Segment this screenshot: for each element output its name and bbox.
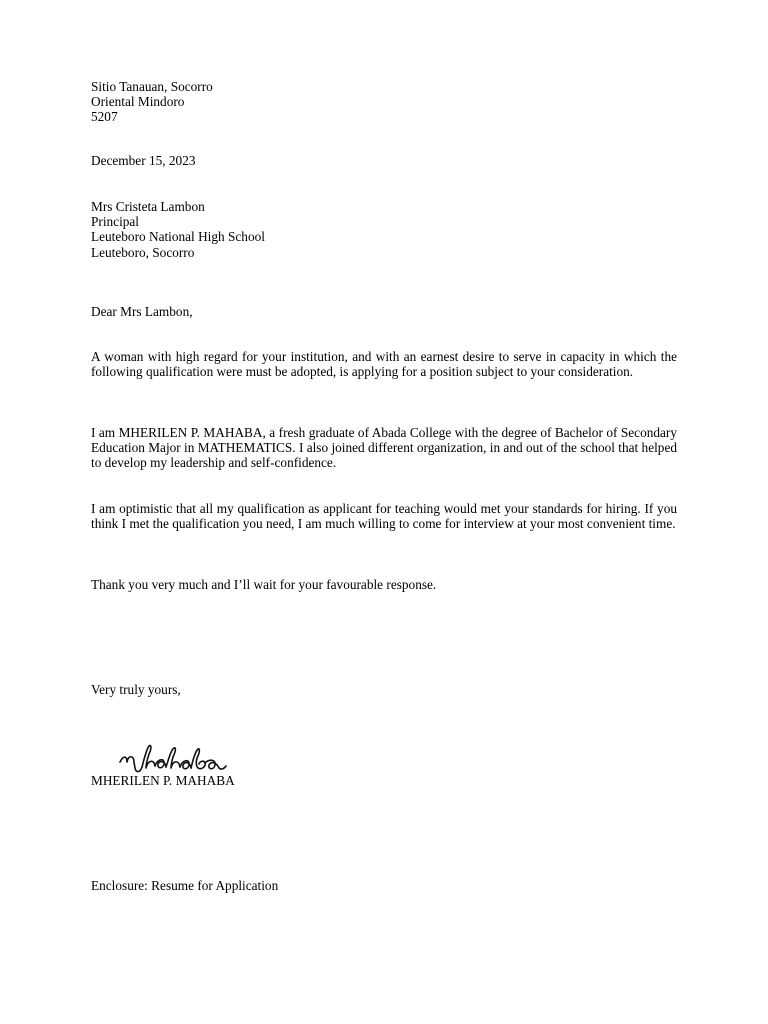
salutation bbox=[91, 304, 193, 319]
recipient-address bbox=[91, 199, 265, 260]
enclosure-note bbox=[91, 878, 278, 893]
letter-date bbox=[91, 153, 196, 168]
salutation-text: Dear Mrs Lambon, bbox=[91, 304, 193, 319]
body-paragraph: I am MHERILEN P. MAHABA, a fresh graduate of Abada College with the degree of Bachelor of Secondary Education Major in MATHEMATICS. I also joined different organization, in and out of the school that helped to develop my leadership and self-confidence. bbox=[91, 425, 677, 471]
body-paragraph: A woman with high regard for your institution, and with an earnest desire to serve in capacity in which the following qualification were must be adopted, is applying for a position subject to your consideration. bbox=[91, 349, 677, 380]
signature-printed-name-text: MHERILEN P. MAHABA bbox=[91, 773, 235, 788]
recipient-title: Principal bbox=[91, 214, 140, 230]
sender-address-line-1: Sitio Tanauan, Socorro bbox=[91, 79, 213, 94]
sender-address-line-2: Oriental Mindoro bbox=[91, 94, 185, 110]
body-paragraph: I am optimistic that all my qualification as applicant for teaching would met your standards for hiring. If you think I met the qualification you need, I am much willing to come for interview at your most convenient time. bbox=[91, 501, 677, 532]
signature-printed-name bbox=[91, 773, 235, 788]
body-paragraph: Thank you very much and I’ll wait for your favourable response. bbox=[91, 577, 437, 592]
recipient-school: Leuteboro National High School bbox=[91, 229, 265, 245]
closing bbox=[91, 682, 181, 697]
recipient-location: Leuteboro, Socorro bbox=[91, 244, 195, 260]
enclosure-text: Enclosure: Resume for Application bbox=[91, 878, 279, 893]
closing-text: Very truly yours, bbox=[91, 682, 181, 697]
sender-address-line-3: 5207 bbox=[91, 109, 118, 125]
recipient-name: Mrs Cristeta Lambon bbox=[91, 199, 205, 214]
sender-address bbox=[91, 79, 213, 125]
letter-date-text: December 15, 2023 bbox=[91, 153, 196, 168]
